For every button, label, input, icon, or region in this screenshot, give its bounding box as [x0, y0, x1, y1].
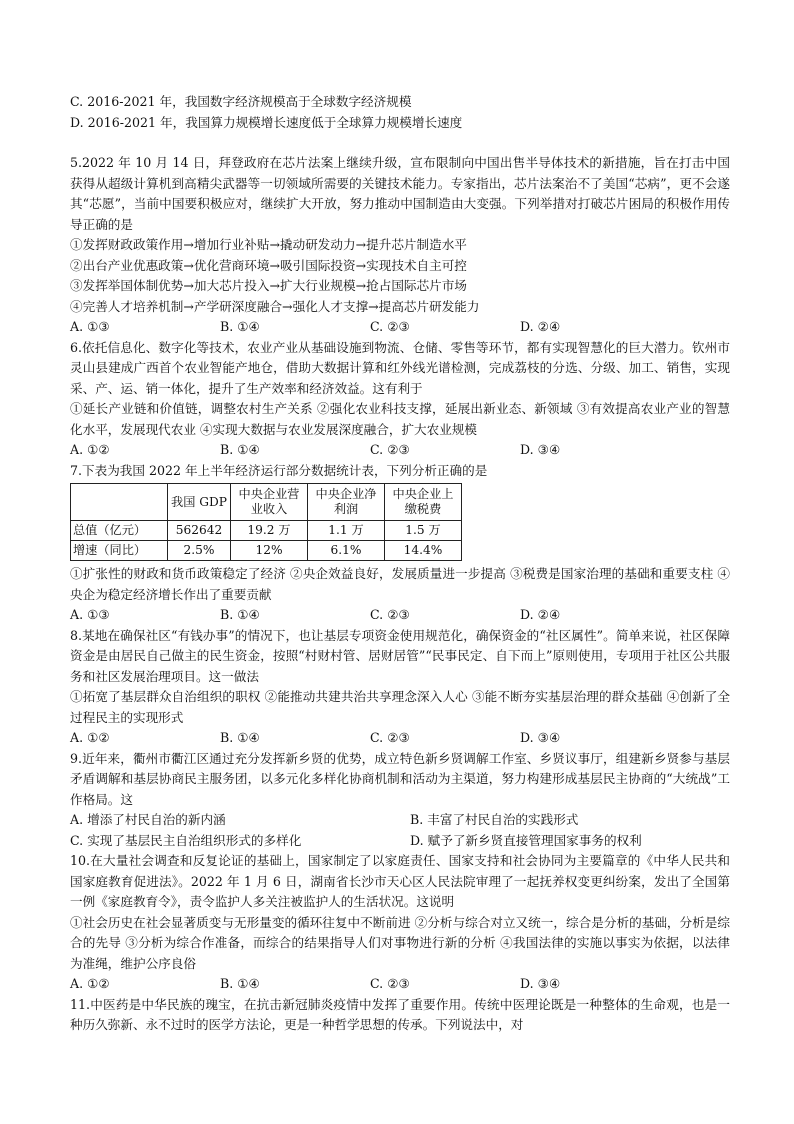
option-d: D. ③④: [520, 976, 561, 991]
option-a: A. ①③: [70, 319, 110, 334]
exam-page: [70, 92, 730, 1036]
option-c: C. ②③: [370, 607, 410, 622]
q10-options: [70, 974, 670, 995]
q5-item: ②出台产业优惠政策→优化营商环境→吸引国际投资→实现技术自主可控: [70, 257, 467, 273]
table-header-cell: 中央企业营业收入: [231, 484, 308, 521]
q6-stem: 6.依托信息化、数字化等技术，农业产业从基础设施到物流、仓储、零售等环节，都有实现智慧化的巨大潜力。钦州市灵山县建成广西首个农业智能产地仓，借助大数据计算和红外线光谱检测，完成荔枝的分选、分级、加工、销售，实现采、产、运、销一体化，提升了生产效率和经济效益。这有利于: [70, 339, 730, 396]
q10-body: ①社会历史在社会显著质变与无形量变的循环往复中不断前进 ②分析与综合对立又统一，综合是分析的基础，分析是综合的先导 ③分析为综合作准备，而综合的结果指导人们对事物进行新的分析 ④我国法律的实施以事实为依据，以法律为准绳，维护公序良俗: [70, 914, 730, 971]
option-a: A. ①②: [70, 730, 110, 745]
table-row: [71, 521, 462, 541]
option-a: A. ①②: [70, 976, 110, 991]
table-cell: 总值（亿元）: [71, 521, 168, 541]
question-10: [70, 851, 730, 995]
table-header-cell: 中央企业上缴税费: [385, 484, 462, 521]
q8-body: ①拓宽了基层群众自治组织的职权 ②能推动共建共治共享理念深入人心 ③能不断夯实基层治理的群众基础 ④创新了全过程民主的实现形式: [70, 689, 730, 725]
q9-options: [70, 810, 730, 851]
q5-item: ③发挥举国体制优势→加大芯片投入→扩大行业规模→抢占国际芯片市场: [70, 278, 467, 293]
q4-option-c: C. 2016-2021 年，我国数字经济规模高于全球数字经济规模: [70, 94, 412, 109]
question-7: [70, 461, 730, 626]
table-cell: 6.1%: [308, 541, 385, 561]
q5-item: ④完善人才培养机制→产学研深度融合→强化人才支撑→提高芯片研发能力: [70, 298, 480, 314]
option-b: B. ①④: [220, 976, 260, 991]
question-6: [70, 338, 730, 461]
q6-options: [70, 440, 670, 461]
option-c: C. ②③: [370, 319, 410, 334]
q5-item: ①发挥财政政策作用→增加行业补贴→撬动研发动力→提升芯片制造水平: [70, 237, 467, 252]
option-a: A. 增添了村民自治的新内涵: [70, 812, 226, 827]
table-cell: 562642: [168, 521, 231, 541]
q7-stem: 7.下表为我国 2022 年上半年经济运行部分数据统计表，下列分析正确的是: [70, 462, 488, 478]
q4-option-d: D. 2016-2021 年，我国算力规模增长速度低于全球算力规模增长速度: [70, 114, 463, 130]
q8-stem: 8.某地在确保社区“有钱办事”的情况下，也让基层专项资金使用规范化，确保资金的“社区属性”。简单来说，社区保障资金是由居民自己做主的民生资金，按照“村财村管、居财居管”“民事民定、自下而上”原则使用，专项用于社区公共服务和社区发展治理项目。这一做法: [70, 627, 730, 684]
table-row: [71, 541, 462, 561]
option-c: C. ②③: [370, 442, 410, 457]
q6-body: ①延长产业链和价值链，调整农村生产关系 ②强化农业科技支撑，延展出新业态、新领域 ③有效提高农业产业的智慧化水平，发展现代农业 ④实现大数据与农业发展深度融合，扩大农业规模: [70, 401, 730, 437]
q5-stem: 5.2022 年 10 月 14 日，拜登政府在芯片法案上继续升级，宣布限制向中国出售半导体技术的新措施，旨在打击中国获得从超级计算机到高精尖武器等一切领域所需要的关键技术能力。专家指出，芯片法案治不了美国“芯病”，更不会遂其“芯愿”，当前中国要积极应对，继续扩大开放，努力推动中国制造由大变强。下列举措对打破芯片困局的积极作用传导正确的是: [70, 155, 730, 232]
question-8: [70, 626, 730, 749]
table-header-cell: 我国 GDP: [168, 484, 231, 521]
option-c: C. 实现了基层民主自治组织形式的多样化: [70, 832, 302, 848]
option-b: B. ①④: [220, 607, 260, 622]
table-cell: 1.5 万: [385, 521, 462, 541]
table-cell: 12%: [231, 541, 308, 561]
option-d: D. ②④: [520, 319, 561, 334]
option-d: D. 赋予了新乡贤直接管理国家事务的权利: [410, 832, 642, 848]
option-b: B. ①④: [220, 730, 260, 745]
option-b: B. ①④: [220, 442, 260, 457]
q9-stem: 9.近年来，衢州市衢江区通过充分发挥新乡贤的优势，成立特色新乡贤调解工作室、乡贤议事厅，组建新乡贤参与基层矛盾调解和基层协商民主服务团，以多元化多样化协商机制和活动为主渠道，努力构建形成基层民主协商的“大统战”工作格局。这: [70, 750, 730, 807]
question-11: [70, 995, 730, 1036]
q8-options: [70, 728, 670, 749]
table-cell: 增速（同比）: [71, 541, 168, 561]
option-d: D. ③④: [520, 730, 561, 745]
table-cell: 1.1 万: [308, 521, 385, 541]
option-c: C. ②③: [370, 976, 410, 991]
option-c: C. ②③: [370, 730, 410, 745]
q5-options: [70, 317, 670, 338]
option-d: D. ②④: [520, 607, 561, 622]
option-a: A. ①③: [70, 607, 110, 622]
q7-body: ①扩张性的财政和货币政策稳定了经济 ②央企效益良好，发展质量进一步提高 ③税费是国家治理的基础和重要支柱 ④央企为稳定经济增长作出了重要贡献: [70, 566, 730, 602]
table-cell: 2.5%: [168, 541, 231, 561]
question-5: [70, 153, 730, 338]
table-header-row: [71, 484, 462, 521]
option-d: D. ③④: [520, 442, 561, 457]
table-header-cell: 中央企业净利润: [308, 484, 385, 521]
table-header-cell: [71, 484, 168, 521]
economic-data-table: [70, 483, 462, 561]
option-a: A. ①②: [70, 442, 110, 457]
table-cell: 14.4%: [385, 541, 462, 561]
option-b: B. 丰富了村民自治的实践形式: [410, 812, 579, 827]
q11-stem: 11.中医药是中华民族的瑰宝，在抗击新冠肺炎疫情中发挥了重要作用。传统中医理论既是一种整体的生命观，也是一种历久弥新、永不过时的医学方法论，更是一种哲学思想的传承。下列说法中，对: [70, 996, 730, 1032]
q7-options: [70, 605, 670, 626]
table-cell: 19.2 万: [231, 521, 308, 541]
q10-stem: 10.在大量社会调查和反复论证的基础上，国家制定了以家庭责任、国家支持和社会协同为主要篇章的《中华人民共和国家庭教育促进法》。2022 年 1 月 6 日，湖南省长沙市天心区人民法院审理了一起抚养权变更纠纷案，发出了全国第一例《家庭教育令》，责令监护人多关注被监护人的生活状况。这说明: [70, 853, 730, 909]
question-9: [70, 749, 730, 852]
option-b: B. ①④: [220, 319, 260, 334]
